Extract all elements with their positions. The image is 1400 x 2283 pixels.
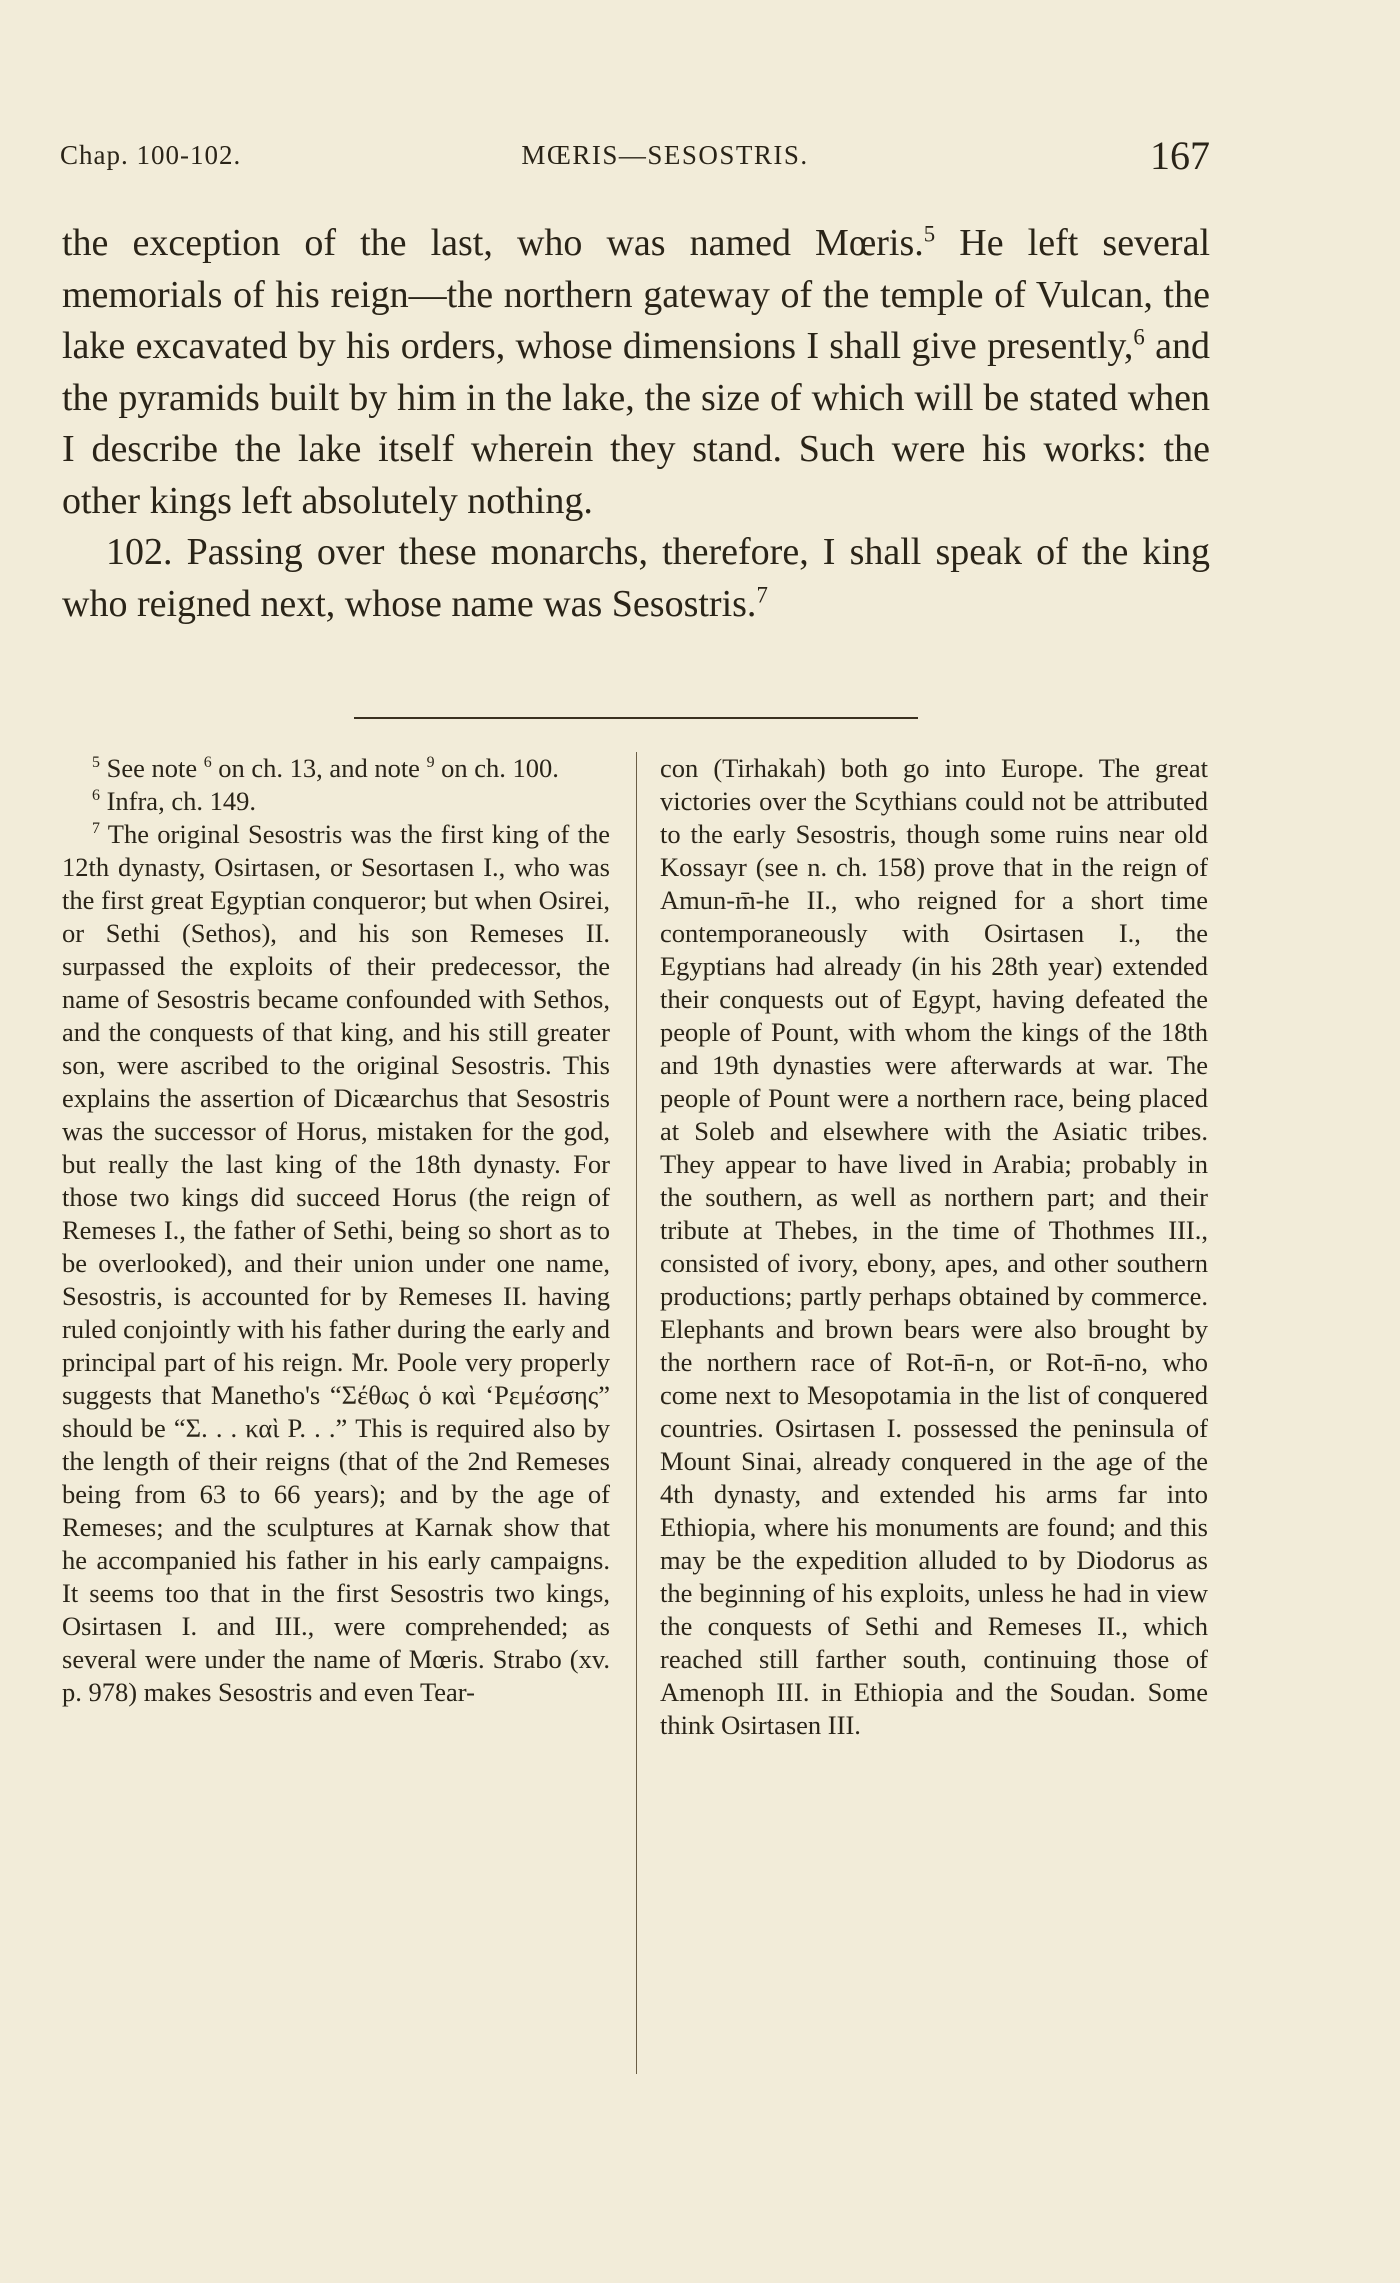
footnote-5: $^5$ See note $^6$ on ch. 13, and note $^9$ on ch. 100. (92, 753, 559, 783)
main-text (62, 218, 1210, 630)
footnote-7-continued: con (Tirhakah) both go into Europe. The great victories over the Scythians could not be attributed to the early Sesostris, though some ruins near old Kossayr (see n. ch. 158) prove that in the reign of Amun-m̄-he II., who reigned for a short time contemporaneously with Osirtasen I., the Egyptians had already (in his 28th year) extended their conquests out of Egypt, having defeated the people of Pount, with whom the kings of the 18th and 19th dynasties were afterwards at war. The people of Pount were a northern race, being placed at Soleb and elsewhere with the Asiatic tribes. They appear to have lived in Arabia; probably in the southern, as well as northern part; and their tribute at Thebes, in the time of Thothmes III., consisted of ivory, ebony, apes, and other southern productions; partly perhaps obtained by commerce. Elephants and brown bears were also brought by the northern race of Rot-n̄-n, or Rot-n̄-no, who come next to Mesopotamia in the list of conquered countries. Osirtasen I. possessed the peninsula of Mount Sinai, already conquered in the age of the 4th dynasty, and extended his arms far into Ethiopia, where his monuments are found; and this may be the expedition alluded to by Diodorus as the beginning of his exploits, unless he had in view the conquests of Sethi and Remeses II., which reached still farther south, continuing those of Amenoph III. in Ethiopia and the Soudan. Some think Osirtasen III. (660, 753, 1208, 1740)
column-divider (636, 752, 637, 2074)
chapter-reference: Chap. 100-102. (60, 140, 242, 170)
running-title: MŒRIS—SESOSTRIS. (521, 140, 809, 170)
main-paragraph-102: 102. Passing over these monarchs, therefore, I shall speak of the king who reigned next, whose name was Sesostris.$^7$ (62, 531, 1210, 625)
footnote-ref-7: 7 (756, 581, 768, 607)
footnote-6: $^6$ Infra, ch. 149. (92, 786, 256, 816)
footnote-separator (354, 717, 918, 719)
footnote-column-left (62, 752, 610, 1709)
footnote-ref-6: 6 (1133, 324, 1145, 350)
footnote-7: $^7$ The original Sesostris was the first king of the 12th dynasty, Osirtasen, or Sesortasen I., who was the first great Egyptian conqueror; but when Osirei, or Sethi (Sethos), and his son Remeses II. surpassed the exploits of their predecessor, the name of Sesostris became confounded with Sethos, and the conquests of that king, and his still greater son, were ascribed to the original Sesostris. This explains the assertion of Dicæarchus that Sesostris was the successor of Horus, mistaken for the god, but really the last king of the 18th dynasty. For those two kings did succeed Horus (the reign of Remeses I., the father of Sethi, being so short as to be overlooked), and their union under one name, Sesostris, is accounted for by Remeses II. having ruled conjointly with his father during the early and principal part of his reign. Mr. Poole very properly suggests that Manetho's “Σέθως ὁ καὶ ‘Ρεμέσσης” should be “Σ. . . καὶ Ρ. . .” This is required also by the length of their reigns (that of the 2nd Remeses being from 63 to 66 years); and by the age of Remeses; and the sculptures at Karnak show that he accompanied his father in his early campaigns. It seems too that in the first Sesostris two kings, Osirtasen I. and III., were comprehended; as several were under the name of Mœris. Strabo (xv. p. 978) makes Sesostris and even Tear- (62, 819, 610, 1707)
main-paragraph: the exception of the last, who was named Mœris.$^5$ He left several memorials of his reign—the northern gateway of the temple of Vulcan, the lake excavated by his orders, whose dimensions I shall give presently,$^6$ and the pyramids built by him in the lake, the size of which will be stated when I describe the lake itself wherein they stand. Such were his works: the other kings left absolutely nothing. (62, 221, 1211, 522)
footnote-column-right (660, 752, 1208, 1742)
running-header (60, 132, 1210, 180)
footnote-ref-5: 5 (923, 221, 936, 247)
page-number: 167 (1150, 133, 1210, 178)
